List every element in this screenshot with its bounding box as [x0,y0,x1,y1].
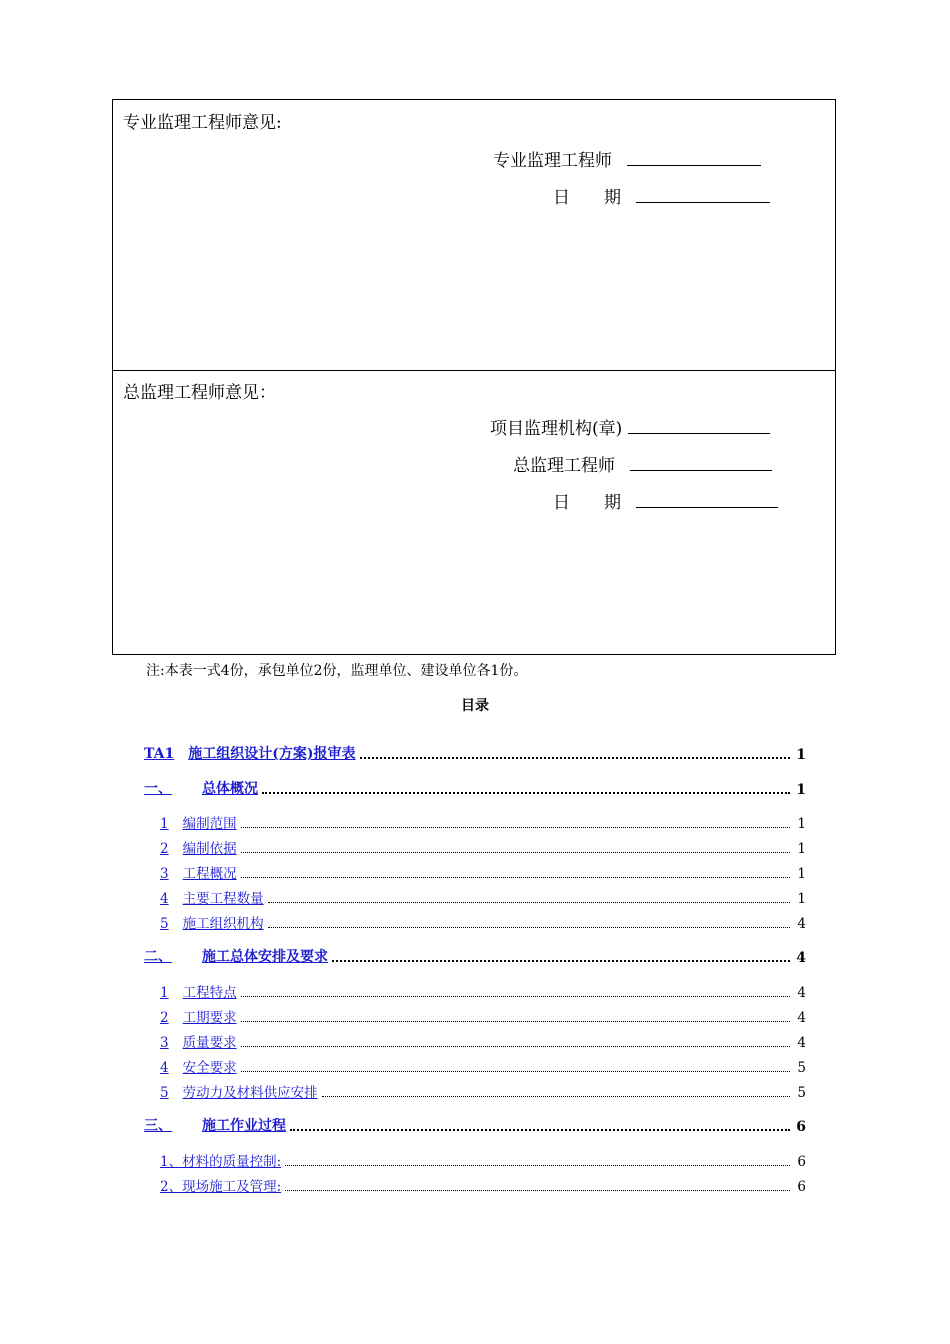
specialist-date-label: 日 期 [553,188,621,208]
toc-entry-2-3[interactable] [160,1031,806,1051]
toc-entry-3-1[interactable] [160,1150,806,1170]
toc-page-number: 6 [797,1179,806,1195]
toc-link[interactable]: 3 质量要求 [160,1035,237,1051]
toc-link[interactable]: 二、 施工总体安排及要求 [144,949,328,965]
toc-link[interactable]: 三、 施工作业过程 [144,1118,286,1134]
toc-leader [241,1045,790,1047]
toc-page-number: 1 [796,782,806,798]
toc-page-number: 6 [797,1154,806,1170]
toc-page-number: 1 [797,891,806,907]
toc-entry-2-5[interactable] [160,1081,806,1101]
toc-page-number: 1 [797,816,806,832]
chief-engineer-signature [513,451,772,476]
toc-entry-1-1[interactable] [160,812,806,832]
specialist-engineer-signature [493,146,761,171]
toc-link[interactable]: 2、现场施工及管理: [160,1179,282,1195]
toc-page-number: 4 [796,950,806,966]
supervision-org-signature [490,414,770,439]
chief-date-line [636,493,778,508]
specialist-opinion-title: 专业监理工程师意见: [123,113,282,133]
toc-entry-2-2[interactable] [160,1006,806,1026]
toc-page-number: 4 [797,916,806,932]
toc-page-number: 4 [797,985,806,1001]
toc-leader [241,1070,790,1072]
toc-page-number: 4 [797,1010,806,1026]
toc-entry-1-5[interactable] [160,912,806,932]
toc-link[interactable]: 5 劳动力及材料供应安排 [160,1085,318,1101]
toc-page-number: 4 [797,1035,806,1051]
specialist-opinion-section [113,100,835,371]
specialist-date-line [636,188,770,203]
chief-engineer-label: 总监理工程师 [513,456,615,476]
toc-entry-section-2[interactable] [144,946,806,966]
chief-engineer-line [630,456,772,471]
specialist-engineer-line [627,151,761,166]
toc-leader [360,756,790,759]
toc-link[interactable]: 一、 总体概况 [144,781,258,797]
toc-link[interactable]: 1 工程特点 [160,985,237,1001]
toc-entry-2-1[interactable] [160,981,806,1001]
toc-leader [290,1128,790,1131]
toc-entry-1-2[interactable] [160,837,806,857]
toc-leader [268,901,790,903]
toc-link[interactable]: 2 编制依据 [160,841,237,857]
approval-form [112,99,836,655]
toc-link[interactable]: 5 施工组织机构 [160,916,264,932]
chief-date-label: 日 期 [553,493,621,513]
supervision-org-label: 项目监理机构(章) [490,419,623,439]
toc-page-number: 1 [797,866,806,882]
toc-leader [241,1020,790,1022]
toc-link[interactable]: TA1 施工组织设计(方案)报审表 [144,746,356,762]
toc-leader [285,1189,790,1191]
toc-entry-ta1[interactable] [144,743,806,763]
toc-page-number: 5 [797,1085,806,1101]
toc-link[interactable]: 3 工程概况 [160,866,237,882]
toc-leader [268,926,790,928]
toc-page-number: 5 [797,1060,806,1076]
toc-entry-section-3[interactable] [144,1115,806,1135]
toc-leader [332,959,790,962]
toc-page-number: 1 [796,747,806,763]
toc-entry-1-4[interactable] [160,887,806,907]
chief-opinion-section [113,370,835,655]
supervision-org-line [628,419,770,434]
toc-page-number: 1 [797,841,806,857]
toc-leader [285,1164,790,1166]
toc-link[interactable]: 1、材料的质量控制: [160,1154,282,1170]
toc-leader [262,791,790,794]
toc-entry-2-4[interactable] [160,1056,806,1076]
toc-page-number: 6 [796,1119,806,1135]
toc-leader [241,995,790,997]
toc-entry-3-2[interactable] [160,1175,806,1195]
form-note: 注:本表一式4份，承包单位2份，监理单位、建设单位各1份。 [146,663,528,679]
chief-opinion-title: 总监理工程师意见： [123,383,276,403]
toc-leader [241,876,790,878]
toc-link[interactable]: 1 编制范围 [160,816,237,832]
toc-leader [241,851,790,853]
toc-entry-section-1[interactable] [144,778,806,798]
toc-leader [322,1095,790,1097]
chief-date-signature [553,488,778,513]
toc-link[interactable]: 2 工期要求 [160,1010,237,1026]
specialist-engineer-label: 专业监理工程师 [493,151,612,171]
toc-title: 目录 [461,698,489,714]
toc-entry-1-3[interactable] [160,862,806,882]
toc-link[interactable]: 4 主要工程数量 [160,891,264,907]
specialist-date-signature [553,183,770,208]
toc-link[interactable]: 4 安全要求 [160,1060,237,1076]
toc-leader [241,826,790,828]
